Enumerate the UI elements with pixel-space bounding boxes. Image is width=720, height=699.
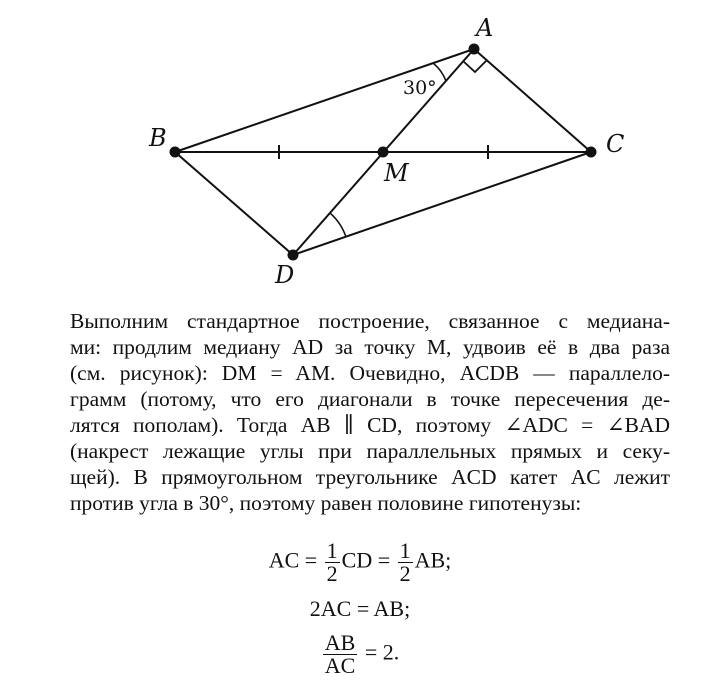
label-C: C <box>606 130 625 158</box>
fraction-one-half <box>325 540 340 585</box>
text-line: против угла в 30°, поэтому равен половине гипотенузы: <box>70 491 582 515</box>
formula-2: 2AC = AB; <box>309 596 411 621</box>
text-line: (см. рисунок): DM = AM. Очевидно, ACDB — параллело- <box>70 361 670 385</box>
formula-1-lhs: AC = <box>268 547 323 573</box>
text-line: лятся пополам). Тогда AB ∥ CD, поэтому ∠ADC = ∠BAD <box>70 413 670 437</box>
text-line: Выполним стандартное построение, связанное с медиана- <box>70 309 670 333</box>
formula-1-rhs: AB; <box>414 547 452 573</box>
point-C <box>586 147 597 158</box>
right-angle-mark <box>463 60 487 72</box>
text-line: грамм (потому, что его диагонали в точке пересечения де- <box>70 387 670 411</box>
angle-label-30: 30° <box>403 77 437 99</box>
label-B: B <box>149 124 167 152</box>
fraction-denominator: 2 <box>399 561 411 586</box>
point-D <box>288 250 299 261</box>
point-M <box>378 147 389 158</box>
fraction-numerator: 1 <box>326 538 338 563</box>
fraction-one-half <box>398 540 413 585</box>
formula-1 <box>0 540 720 585</box>
label-A: A <box>476 14 494 42</box>
fraction-numerator: AB <box>324 630 356 655</box>
label-D: D <box>275 261 295 289</box>
label-M: M <box>384 159 409 187</box>
segment-AC <box>474 49 591 152</box>
fraction-numerator: 1 <box>399 538 411 563</box>
fraction-ab-over-ac <box>323 632 358 677</box>
fraction-denominator: 2 <box>326 561 338 586</box>
segment-DB <box>175 152 293 255</box>
formula-3-rhs: = 2. <box>359 639 400 665</box>
formula-1-mid: CD = <box>341 547 396 573</box>
point-B <box>170 147 181 158</box>
geometry-figure <box>0 0 720 300</box>
fraction-denominator: AC <box>324 653 356 678</box>
point-A <box>469 44 480 55</box>
text-line: ми: продлим медиану AD за точку M, удвоив её в два раза <box>70 335 670 359</box>
formula-3 <box>0 632 720 677</box>
angle-arc-ADC <box>330 213 346 237</box>
text-line: щей). В прямоугольном треугольнике ACD катет AC лежит <box>70 465 670 489</box>
solution-text <box>70 308 670 516</box>
text-line: (накрест лежащие углы при параллельных прямых и секу- <box>70 439 670 463</box>
